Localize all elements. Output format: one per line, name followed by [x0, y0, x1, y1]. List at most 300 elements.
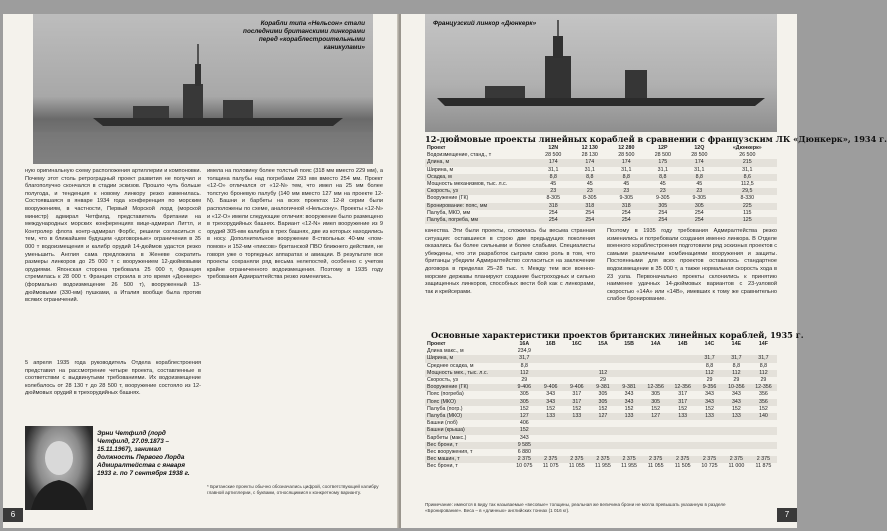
table-header-cell: Проект	[427, 341, 446, 347]
table-cell: Палуба (погр.)	[427, 405, 463, 412]
table-cell	[696, 427, 723, 434]
table-row	[425, 203, 777, 210]
table-cell: 174	[572, 159, 609, 166]
table-cell	[723, 442, 750, 449]
table-cell: Пояс (погреба)	[427, 391, 464, 398]
table-cell: Башни (крыша)	[425, 427, 511, 434]
page-number-right: 7	[777, 508, 797, 522]
table-cell	[723, 420, 750, 427]
table-cell	[564, 420, 590, 427]
table-cell	[538, 427, 564, 434]
table-cell	[590, 442, 616, 449]
table-cell	[564, 442, 590, 449]
table-cell	[750, 420, 777, 427]
table-row	[425, 391, 777, 398]
table-cell: 356	[759, 391, 768, 398]
table-cell	[642, 427, 669, 434]
table-cell: 2 375	[590, 456, 616, 463]
table-cell: 343	[696, 399, 723, 406]
table-header-cell: 14B	[677, 341, 688, 347]
chatfield-portrait	[25, 426, 93, 510]
table-row	[425, 174, 777, 181]
table-cell: 174	[681, 159, 718, 166]
table-cell: 31,1	[548, 166, 559, 173]
table-cell: 133	[616, 413, 642, 420]
table-cell: 406	[519, 420, 529, 427]
table-cell	[616, 427, 642, 434]
table-cell: 152	[759, 405, 768, 412]
table-header-cell: 12 280	[618, 145, 635, 151]
table-cell: 8,8	[572, 174, 609, 181]
table-cell: Скорость, уз	[427, 377, 458, 384]
table-cell: 8,8	[705, 362, 714, 369]
table-cell	[669, 355, 696, 362]
table-cell	[750, 427, 777, 434]
table-cell	[590, 435, 616, 442]
table-cell: 225	[718, 203, 777, 210]
table-cell: Бронирование: пояс, мм	[425, 203, 535, 210]
table-cell: 254	[645, 217, 682, 224]
table-row	[425, 167, 777, 174]
table-cell: 305	[511, 399, 538, 406]
table-cell	[564, 449, 590, 456]
table-cell: Длина, м	[425, 159, 535, 166]
table-cell	[642, 420, 669, 427]
table-cell	[669, 348, 696, 355]
table-cell: 174	[535, 159, 572, 166]
table-header-cell: 14A	[650, 341, 661, 347]
right-page	[401, 14, 887, 528]
table-cell: Скорость, уз	[425, 188, 535, 195]
table-cell	[616, 363, 642, 370]
photo-caption: Корабли типа «Нельсон» стали последними британскими линкорами перед «кораблестроительными каникулами»	[243, 20, 365, 51]
table-cell: 127	[511, 413, 538, 420]
table-cell: Осадка, м	[425, 174, 535, 181]
table-cell: 254	[681, 217, 718, 224]
table2-title: Основные характеристики проектов британских линейных кораблей, 1935 г.	[431, 330, 804, 340]
table-cell: 343	[616, 399, 642, 406]
table-cell: 9-381	[616, 384, 642, 391]
table-cell	[669, 449, 696, 456]
table-cell: Длина макс., м	[427, 348, 464, 355]
table-cell: 305	[642, 399, 669, 406]
table-cell: Мощность мех., тыс. л.с.	[425, 370, 511, 377]
table-cell: 133	[696, 413, 723, 420]
table-cell: Вооружение (ГК)	[425, 384, 511, 391]
page-number-left: 6	[3, 508, 23, 522]
table-cell: 318	[608, 203, 645, 210]
table-header-cell: 15A	[598, 341, 608, 347]
table-cell: 356	[750, 399, 777, 406]
table-cell: 305	[598, 391, 608, 398]
table-cell: 112	[511, 370, 538, 377]
table-cell	[538, 348, 564, 355]
table-cell	[538, 355, 564, 362]
nelson-ship-photo	[33, 14, 373, 164]
table-cell	[669, 377, 696, 384]
table-cell: 11 505	[674, 463, 691, 470]
table-cell: 12-356	[750, 384, 777, 391]
table-cell: 9-406	[511, 384, 538, 391]
table-cell: 11 955	[621, 463, 637, 470]
table-row	[425, 420, 777, 427]
table-cell: 28 500	[691, 152, 708, 159]
table-cell: 317	[572, 391, 582, 398]
table-cell: 318	[572, 203, 609, 210]
table-cell	[616, 370, 642, 377]
table-cell: 152	[511, 427, 538, 434]
table-cell: 9-356	[696, 384, 723, 391]
table-cell: 305	[681, 203, 718, 210]
table-row	[425, 413, 777, 420]
table-row	[425, 435, 777, 442]
table-cell: Барбеты (макс.)	[427, 434, 467, 441]
portrait-caption: Эрни Четфилд (лорд Четфилд, 27.09.1873 – 15.11.1967), занимал должность Первого Лорда Адмиралтейства с января 1933 г. по 7 сентября 1938 г.	[97, 430, 190, 477]
table-cell: 254	[694, 209, 704, 216]
left-col1-text2: 5 апреля 1935 года руководитель Отдела кораблестроения представил на рассмотрение четыре проекта, составленные в соответствии с выдвинутыми требованиями. Их водоизмещение колебалось от 28 130 т до 28 500 т, вооружение состояло из 12-дюймовых орудий в трехорудийных башнях.	[25, 360, 201, 397]
table-cell	[590, 363, 616, 370]
table-cell: 2 375	[538, 456, 564, 463]
table-cell	[723, 435, 750, 442]
table-cell	[616, 435, 642, 442]
table-cell	[696, 449, 723, 456]
table-cell: 10 725	[701, 463, 718, 470]
table-row	[425, 181, 777, 188]
table-cell	[696, 348, 723, 355]
table-row	[425, 159, 777, 166]
table-row	[425, 442, 777, 449]
table-cell: 31,1	[657, 166, 668, 173]
table-cell	[669, 420, 696, 427]
table-cell: 254	[572, 217, 609, 224]
dunkerque-comparison-table	[425, 145, 777, 224]
table-cell	[538, 442, 564, 449]
table-cell: 317	[564, 399, 590, 406]
table-cell: 115	[743, 209, 752, 216]
ship-silhouette-icon	[425, 14, 777, 132]
table-cell: 8-305	[582, 195, 597, 202]
table-row	[425, 449, 777, 456]
table-cell	[538, 363, 564, 370]
table-cell	[590, 348, 616, 355]
table-cell: Пояс (МКО)	[425, 399, 511, 406]
table-cell: 12-356	[669, 384, 696, 391]
table-cell	[642, 348, 669, 355]
table-cell	[616, 442, 642, 449]
table-cell	[669, 363, 696, 370]
table-cell: 31,1	[584, 166, 595, 173]
table-cell	[616, 420, 642, 427]
table-cell: 343	[705, 391, 714, 398]
table-cell: Палуба, погреба, мм	[425, 217, 535, 224]
table-header-cell: 14E	[731, 341, 742, 347]
table-cell: 8,8	[681, 174, 718, 181]
table-cell	[590, 449, 616, 456]
table-cell	[669, 435, 696, 442]
left-col1-text: ную оригинальную схему расположения артиллерии и компоновки. Почему этот столь ретроградный проект развития не получил и благополучно скончался в стадии эскизов. Прошло чуть больше полугода, и тенденция к новому линкору резко изменилась. Состоявшаяся в январе 1934 года конференция по морским вооружениям, в частности, Первый Морской лорд (морской министр) адмирал Четфилд, представитель британии на международных морских конференциях вице-адмирал Литтл, и Контролер флота контр-адмирал Форбс, решили согласиться с тем, что в ближайшем будущем «договорные» ограничения в 35 000 т водоизмещения и калибр орудий 14-дюймов удастся резко уменьшить. Англия сама предложила в Женеве сократить размеры линкоров до 25 000 т с вооружением 12-дюймовыми орудиями. Японская сторона требовала 25 000 т, Франция стремилась к 28 000 т. Франция строила в это время «Дюнкерк» (формально водоизмещение 26 500 т), вооруженный 13-дюймовыми (330-мм) пушками, а Италия вообще была против всяких ограничений.	[25, 168, 201, 304]
table-cell: 11 075	[542, 463, 559, 470]
table-cell	[642, 442, 669, 449]
table-cell: 9-305	[692, 195, 707, 202]
table-cell: 152	[705, 405, 714, 412]
table-cell: 11 000	[728, 463, 745, 470]
table-header-cell: 16C	[571, 341, 582, 347]
table-cell: 23	[645, 188, 682, 195]
british-projects-table	[425, 341, 777, 471]
table-row	[425, 152, 777, 159]
table-row	[425, 217, 777, 224]
table-cell	[642, 363, 669, 370]
table-cell: 2 375	[669, 456, 696, 463]
table-header-cell: Проект	[427, 145, 446, 151]
table-cell: 305	[651, 391, 661, 398]
table-header-cell: 16B	[545, 341, 556, 347]
table-cell: 305	[590, 399, 616, 406]
table-cell: Вес брони, т	[427, 463, 458, 470]
table-row	[425, 456, 777, 463]
table-cell: 9-305	[619, 195, 634, 202]
table-cell: 45	[696, 181, 703, 188]
table-cell: 112	[723, 370, 750, 377]
table-cell: Башни (лоб)	[427, 420, 458, 427]
table-cell: 2 375	[750, 456, 777, 463]
table-cell: Вес вооружения, т	[427, 449, 473, 456]
table-cell	[564, 348, 590, 355]
table-cell: 305	[519, 391, 529, 398]
table-cell: 127	[642, 413, 669, 420]
table-cell: 2 375	[564, 456, 590, 463]
table-cell: 215	[718, 159, 777, 166]
table-cell: 10 075	[516, 463, 533, 470]
table-cell: 254	[658, 209, 668, 216]
table-cell: 8-305	[546, 195, 561, 202]
table-cell	[642, 377, 669, 384]
table-cell: 28 500	[545, 152, 562, 159]
table-cell: 45	[550, 181, 557, 188]
table-cell: 23	[608, 188, 645, 195]
table-cell: 29	[521, 377, 528, 384]
table-row	[425, 377, 777, 384]
table-cell: 28 130	[581, 152, 598, 159]
table-cell: Ширина, м	[427, 166, 454, 173]
table-row	[425, 399, 777, 406]
table-cell: 8,8	[645, 174, 682, 181]
table-row	[425, 363, 777, 370]
table-cell	[538, 377, 564, 384]
table-cell: 31,1	[694, 166, 705, 173]
table-cell	[590, 355, 616, 362]
table-header-cell: 14C	[704, 341, 715, 347]
table-cell: 8,8	[732, 362, 741, 369]
table-cell: 2 375	[723, 456, 750, 463]
table-row	[425, 188, 777, 195]
table-cell: Вооружение (ГК)	[427, 195, 469, 202]
table-cell	[642, 355, 669, 362]
table-header-cell: «Дюнкерк»	[732, 145, 762, 151]
table-cell: 318	[535, 203, 572, 210]
table-cell: 343	[731, 391, 741, 398]
table-cell	[642, 370, 669, 377]
table-cell: 254	[535, 217, 572, 224]
table-cell: 8,8	[608, 174, 645, 181]
table-cell: 152	[546, 405, 556, 412]
table-cell: 23	[535, 188, 572, 195]
table-cell: 317	[669, 399, 696, 406]
table-cell	[642, 435, 669, 442]
table-cell: 175	[645, 159, 682, 166]
table-cell: 152	[624, 405, 634, 412]
table-cell: Палуба, МКО, мм	[427, 209, 471, 216]
table-cell: 23	[572, 188, 609, 195]
table-cell: 8,6	[718, 174, 777, 181]
table-cell: 174	[608, 159, 645, 166]
table-cell: 29	[733, 377, 740, 384]
table-cell	[669, 370, 696, 377]
table-header-cell: 12N	[548, 145, 559, 151]
table-cell: 133	[538, 413, 564, 420]
table-cell: 26 500	[739, 152, 756, 159]
table-cell: 31,1	[742, 166, 753, 173]
table-cell: 133	[564, 413, 590, 420]
table-cell	[564, 355, 590, 362]
table-cell	[590, 420, 616, 427]
table-header-cell: 14F	[758, 341, 768, 347]
table-cell: 305	[645, 203, 682, 210]
table-cell: 152	[651, 405, 661, 412]
table-cell: 31,1	[621, 166, 632, 173]
table-cell	[723, 449, 750, 456]
table-cell: 29	[706, 377, 713, 384]
table-cell: Водоизмещение, станд., т	[427, 152, 492, 159]
table-cell: 343	[723, 399, 750, 406]
table-cell: 28 500	[654, 152, 671, 159]
table-cell	[723, 427, 750, 434]
table-cell: Вес машин, т	[425, 456, 511, 463]
table-cell: 2 375	[696, 456, 723, 463]
table-cell	[616, 348, 642, 355]
left-col2-text: имела на половину более толстый пояс (318 мм вместо 229 мм), а толщина палубы над погребами 293 мм вместо 254 мм. Проект «12-O» отличался от «12-N» тем, что имел на 25 мм более толстую броневую палубу (140 мм вместо 127 мм на проекте 12-N). Башни и барбеты на всех проектах 12-й серии были расположены по схеме, аналогичной «Нельсону». Проекты «12-N» и «12-O» имели следующие отличия: вооружение было размещено в трехорудийных башнях. Вариант «12-N» имел вооружение из 9 орудий 305-мм калибра в трех башнях, две из которых находились в носу. Дополнительное вооружение 8-ствольных 40-мм «пом-помов» и 152-мм «пиксов» британской ПВО ближнего действия, не говоря уже о торпедных аппаратах и авиации. В результате все проекты сохраняли ряд весьма нелепостей, особенно с учетом крайне ограниченного водоизмещения. Поэтому в 1935 году требования Адмиралтейства резко изменились.	[207, 168, 383, 281]
table-cell: 254	[585, 209, 595, 216]
table-cell	[538, 435, 564, 442]
table-cell	[564, 435, 590, 442]
table-cell	[669, 442, 696, 449]
table-header-cell: 12Q	[694, 145, 705, 151]
table-header-cell: 12P	[658, 145, 668, 151]
table-cell: 343	[624, 391, 634, 398]
table-cell	[723, 348, 750, 355]
table-cell	[564, 427, 590, 434]
table-cell: 12-356	[642, 384, 669, 391]
table-cell: 23	[681, 188, 718, 195]
table-cell: Палуба (МКО)	[425, 413, 511, 420]
table-cell: 31,7	[696, 355, 723, 362]
table-cell: 112	[750, 370, 777, 377]
table-cell: 140	[750, 413, 777, 420]
table-cell: 343	[519, 434, 529, 441]
table-cell: 11 955	[595, 463, 611, 470]
table-cell	[750, 442, 777, 449]
table-cell: 133	[669, 413, 696, 420]
table-cell	[750, 435, 777, 442]
table-cell: 8,8	[520, 362, 528, 369]
table-cell: 254	[621, 209, 631, 216]
table-cell: 152	[598, 405, 608, 412]
table-cell: 112	[696, 370, 723, 377]
table-cell: 11 055	[568, 463, 585, 470]
table-cell: 254	[608, 217, 645, 224]
table-cell: 152	[572, 405, 582, 412]
table-row	[425, 348, 777, 355]
table-cell: 112	[590, 370, 616, 377]
table-cell: 29	[760, 377, 767, 384]
table-cell: 234,9	[517, 348, 531, 355]
table-cell	[538, 370, 564, 377]
table-row	[425, 210, 777, 217]
table-cell	[696, 442, 723, 449]
table-cell: 6 880	[517, 449, 531, 456]
table-cell: 11 055	[647, 463, 664, 470]
table-cell: 2 375	[642, 456, 669, 463]
table-cell: 317	[678, 391, 688, 398]
table-row	[425, 427, 777, 434]
table-cell: 9 585	[511, 442, 538, 449]
table-cell: 45	[659, 181, 666, 188]
table-cell: 152	[731, 405, 741, 412]
table-cell: 29	[600, 377, 606, 384]
table-cell: 152	[678, 405, 688, 412]
table-cell: 9-406	[538, 384, 564, 391]
table-cell: 8,8	[759, 362, 768, 369]
table-header-cell: 16A	[519, 341, 530, 347]
table-row	[425, 406, 777, 413]
table-cell: 112,5	[740, 181, 754, 188]
table-cell	[696, 435, 723, 442]
table-row	[425, 384, 777, 391]
table-cell	[538, 449, 564, 456]
table-cell	[590, 427, 616, 434]
table-cell: 31,7	[750, 355, 777, 362]
table-header-cell: 15B	[624, 341, 634, 347]
table-cell	[696, 420, 723, 427]
table-cell: Вес брони, т	[425, 442, 511, 449]
table-cell: 343	[538, 399, 564, 406]
table-cell: 254	[548, 209, 558, 216]
left-page	[3, 14, 399, 528]
dunkerque-ship-photo	[425, 14, 777, 132]
table-cell: 45	[586, 181, 593, 188]
left-footnote: * Британские проекты обычно обозначались цифрой, соответствующей калибру главной артиллерии, с буквами, относящимися к конкретному варианту.	[207, 484, 379, 495]
right-col2-text: Поэтому в 1935 году требования Адмиралтейства резко изменились и потребовали создания именно линкора. В Отделе военного кораблестроения подготовили ряд эскизных проектов с самыми различными комбинациями вооружения и защиты. Постоянными для всех проектов оставалось стандартное водоизмещение в 35 000 т, а также нормальная скорость хода в 23 узла. Первоначально проекты склонились к принятию наименее удачных 14-дюймовых вариантов с 23-узловой скоростью «14А» или «14В», имевших к тому же сравнительно слабое бронирование.	[607, 228, 777, 303]
table-cell	[750, 449, 777, 456]
table-cell: 2 375	[511, 456, 538, 463]
table-cell: 10-356	[723, 384, 750, 391]
portrait-figure-icon	[25, 426, 93, 510]
table-cell	[538, 420, 564, 427]
table-cell: 127	[590, 413, 616, 420]
table-cell	[669, 427, 696, 434]
table-row	[425, 355, 777, 362]
table-cell: 125	[718, 217, 777, 224]
table-cell: 8,8	[535, 174, 572, 181]
table-cell: 152	[519, 405, 529, 412]
table-row	[425, 370, 777, 377]
table-header-cell: 12 130	[581, 145, 598, 151]
table-cell: 2 375	[616, 456, 642, 463]
table-row	[425, 463, 777, 470]
table-cell	[616, 449, 642, 456]
right-note: Примечание: имеются в виду так называемые «весовые» толщины, реальная же величина брони не могла превышать указанную в разделе «Бронирование». Веса – в «длинных» английских тоннах (1 016 кг).	[425, 502, 726, 513]
table-cell: 8-330	[740, 195, 755, 202]
